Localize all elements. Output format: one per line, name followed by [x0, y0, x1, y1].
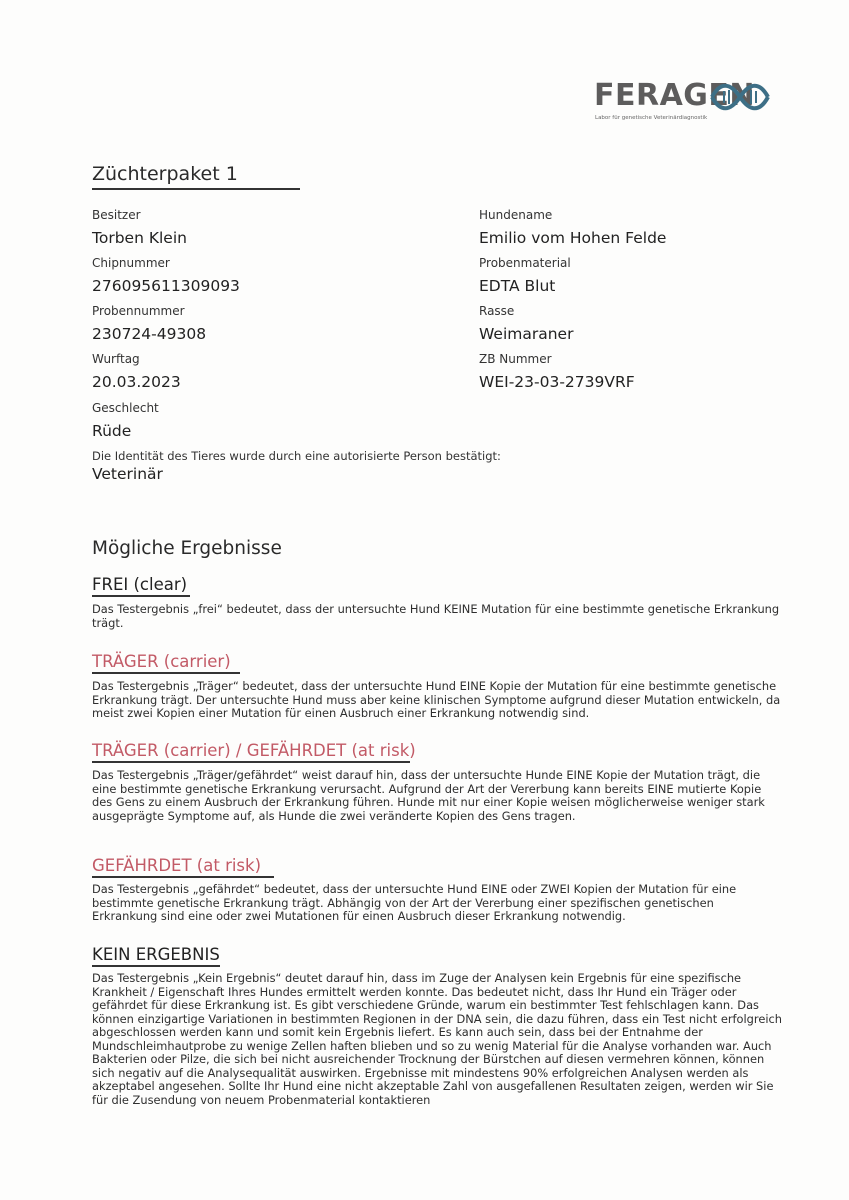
result-text-carrier-at-risk: Das Testergebnis „Träger/gefährdet“ weist darauf hin, dass der untersuchte Hunde EINE Kopie der Mutation trägt, die eine bestimmte genetische Erkrankung verursacht. Aufgrund der Art der Vererbung kann bereits EINE mutierte Kopie des Gens zu einem Ausbruch der Erkrankung führen. Hunde mit nur einer Kopie weisen möglicherweise weniger stark ausgeprägte Symptome auf, als Hunde die zwei veränderte Kopien des Gens tragen. — [92, 768, 765, 823]
field-label: Probenmaterial — [479, 256, 571, 270]
result-text-no-result: Das Testergebnis „Kein Ergebnis“ deutet darauf hin, dass im Zuge der Analysen kein Ergebnis für eine spezifische Krankheit / Eigenschaft Ihres Hundes ermittelt werden konnte. Das bedeutet nicht, dass Ihr Hund ein Träger oder gefährdet für diese Erkrankung ist. Es gibt verschiedene Gründe, warum ein bestimmter Test fehlschlagen kann. Das können einzigartige Variationen in bestimmten Regionen in der DNA sein, die dazu führen, dass ein Test nicht erfolgreich abgeschlossen werden kann und somit kein Ergebnis liefert. Es kann auch sein, dass bei der Entnahme der Mundschleimhautprobe zu wenige Zellen haften blieben und so zu wenig Material für die Analyse vorhanden war. Auch Bakterien oder Pilze, die sich bei nicht ausreichender Trocknung der Bürstchen auf diesen vermehren können, können sich negativ auf die Analysequalität auswirken. Ergebnisse mit mindestens 90% erfolgreichen Analysen werden als akzeptabel angesehen. Sollte Ihr Hund eine nicht akzeptable Zahl von ausgefallenen Resultaten zeigen, werden wir Sie für die Zusendung von neuem Probenmaterial kontaktieren — [92, 971, 782, 1107]
field-sex — [92, 400, 159, 442]
field-birth-date — [92, 351, 181, 393]
field-value: 276095611309093 — [92, 277, 240, 295]
results-section-title: Mögliche Ergebnisse — [92, 538, 282, 559]
result-heading-no-result: KEIN ERGEBNIS — [92, 945, 220, 964]
result-heading-clear: FREI (clear) — [92, 575, 188, 594]
field-stud-book-number — [479, 351, 635, 393]
heading-underline — [92, 761, 410, 763]
field-value: WEI-23-03-2739VRF — [479, 373, 635, 391]
field-value: 20.03.2023 — [92, 373, 181, 391]
field-value: Emilio vom Hohen Felde — [479, 229, 667, 247]
dna-helix-icon — [710, 82, 776, 112]
heading-underline — [92, 672, 240, 674]
field-label: Chipnummer — [92, 256, 170, 270]
field-chip-number — [92, 255, 240, 297]
page-title: Züchterpaket 1 — [92, 163, 238, 185]
field-label: Wurftag — [92, 352, 140, 366]
logo-tagline: Labor für genetische Veterinärdiagnostik — [595, 115, 708, 121]
field-dog-name — [479, 207, 666, 249]
heading-underline — [92, 965, 220, 967]
field-value: 230724-49308 — [92, 325, 207, 343]
field-value: Rüde — [92, 422, 132, 440]
result-text-clear: Das Testergebnis „frei“ bedeutet, dass der untersuchte Hund KEINE Mutation für eine bestimmte genetische Erkrankung trägt. — [92, 602, 780, 630]
result-heading-carrier: TRÄGER (carrier) — [92, 652, 231, 671]
logo-wordmark: FERAGEN — [594, 78, 756, 113]
identity-confirmation-label: Die Identität des Tieres wurde durch eine autorisierte Person bestätigt: — [92, 449, 501, 463]
field-sample-material — [479, 255, 571, 297]
result-heading-at-risk: GEFÄHRDET (at risk) — [92, 856, 262, 875]
field-breed — [479, 303, 573, 345]
field-label: Besitzer — [92, 208, 141, 222]
field-sample-number — [92, 303, 206, 345]
result-text-carrier: Das Testergebnis „Träger“ bedeutet, dass der untersuchte Hund EINE Kopie der Mutation für eine bestimmte genetische Erkrankung trägt. Der untersuchte Hund muss aber keine klinischen Symptome aufgrund dieser Mutation entwickeln, da meist zwei Kopien einer Mutation für einen Ausbruch einer Erkrankung notwendig sind. — [92, 679, 781, 720]
field-value: Weimaraner — [479, 325, 574, 343]
field-label: Geschlecht — [92, 401, 159, 415]
heading-underline — [92, 595, 190, 597]
field-label: Rasse — [479, 304, 515, 318]
field-value: Torben Klein — [92, 229, 187, 247]
field-label: Hundename — [479, 208, 553, 222]
heading-underline — [92, 876, 274, 878]
field-label: Probennummer — [92, 304, 185, 318]
feragen-logo — [594, 78, 784, 128]
field-label: ZB Nummer — [479, 352, 552, 366]
field-value: EDTA Blut — [479, 277, 556, 295]
result-text-at-risk: Das Testergebnis „gefährdet“ bedeutet, dass der untersuchte Hund EINE oder ZWEI Kopien der Mutation für eine bestimmte genetische Erkrankung trägt. Abhängig von der Art der Vererbung einer spezifischen genetischen Erkrankung sind eine oder zwei Mutationen für einen Ausbruch dieser Erkrankung notwendig. — [92, 882, 737, 923]
title-underline — [92, 188, 300, 190]
field-owner — [92, 207, 187, 249]
identity-confirmation-value: Veterinär — [92, 465, 163, 483]
result-heading-carrier-at-risk: TRÄGER (carrier) / GEFÄHRDET (at risk) — [92, 741, 416, 760]
